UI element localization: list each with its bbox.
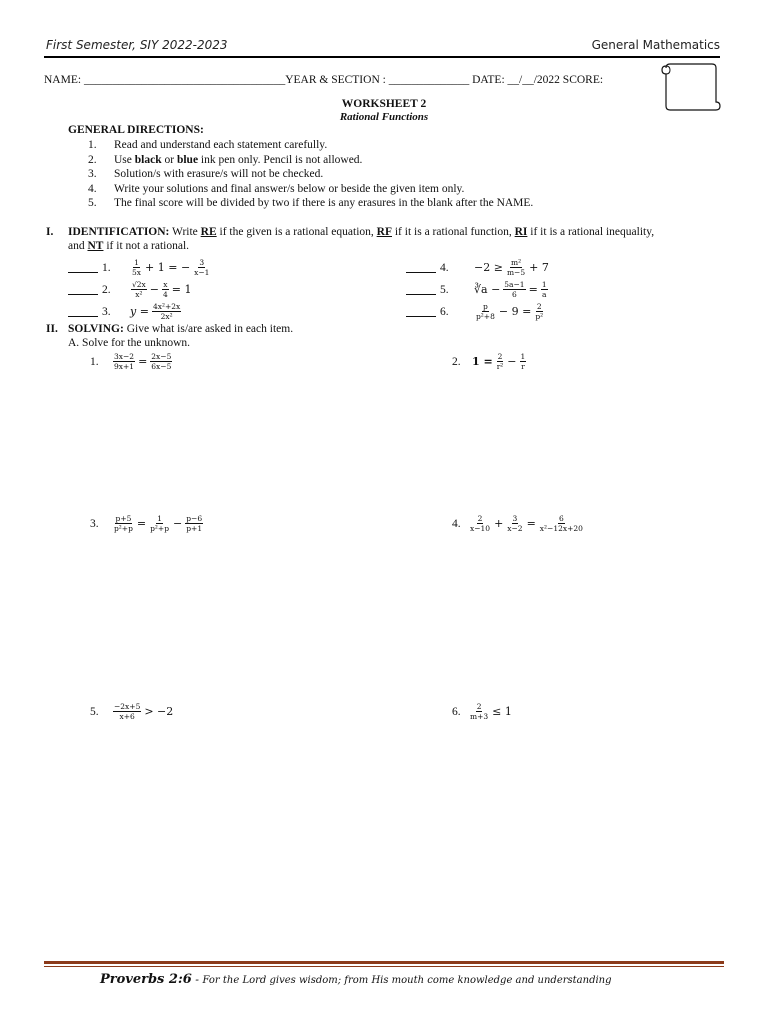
answer-blank[interactable] <box>406 263 436 273</box>
direction-item: 5. The final score will be divided by two if there is any erasures in the blank after the NAME. <box>88 197 534 209</box>
worksheet-subtitle: Rational Functions <box>339 111 429 123</box>
answer-blank[interactable] <box>68 307 98 317</box>
part2-sub-a: A. Solve for the unknown. <box>68 337 191 349</box>
identification-item: 4. −2 ≥ $\frac{\text{m²}}{m-5}$ + 7 <box>406 258 549 277</box>
verse-reference: Proverbs 2:6 <box>100 972 192 987</box>
footer-verse: Proverbs 2:6 - For the Lord gives wisdom; from His mouth come knowledge and understanding <box>100 972 612 987</box>
answer-blank[interactable] <box>406 307 436 317</box>
identification-item: 1. $\frac{1}{5x}$ + 1 = − $\frac{3}{x-1}$ <box>68 258 211 277</box>
score-label: SCORE: <box>562 74 604 86</box>
solve-item-2: 2. 1 = $\frac{2}{\text{r²}}$ − $\frac{1}{r}$ <box>452 352 526 371</box>
footer-rule-top <box>44 961 724 964</box>
name-label: NAME: <box>44 74 82 86</box>
date-label: DATE: __/__/2022 <box>472 74 560 86</box>
footer-rule-bottom <box>44 966 724 967</box>
solve-item-5: 5. $\frac{-2x+5}{x+6}$ > −2 <box>90 702 174 721</box>
header-semester: First Semester, SIY 2022-2023 <box>46 38 228 52</box>
direction-item: 2. Use black or blue ink pen only. Pencil is not allowed. <box>88 153 363 166</box>
identification-item: 6. $\frac{p}{\text{p²+8}}$ − 9 = $\frac{2}{\text{p²}}$ <box>406 302 545 321</box>
answer-blank[interactable] <box>406 285 436 295</box>
answer-blank[interactable] <box>68 285 98 295</box>
solve-item-1: 1. $\frac{3x-2}{9x+1}$ = $\frac{2x-5}{6x-5}$ <box>90 352 172 371</box>
year-section-blank[interactable]: ______________ <box>388 74 470 86</box>
year-section-label: YEAR & SECTION : <box>285 74 386 86</box>
identification-item: 3. y = $\frac{\text{4x²+2x}}{\text{2x²}}$ <box>68 302 182 321</box>
direction-item: 1. Read and understand each statement carefully. <box>88 139 328 151</box>
verse-quote: For the Lord gives wisdom; from His mouth come knowledge and understanding <box>202 975 612 986</box>
part2-number: II. <box>46 323 58 335</box>
header-subject: General Mathematics <box>591 38 720 52</box>
directions-list <box>88 138 533 211</box>
part1-instructions-line2: and NT if it not a rational. <box>68 240 190 252</box>
worksheet-title: WORKSHEET 2 <box>341 98 427 110</box>
part1-instructions: IDENTIFICATION: Write RE if the given is a rational equation, RF if it is a rational function, RI if it is a rational inequality, <box>68 226 655 238</box>
directions-heading: GENERAL DIRECTIONS: <box>68 124 204 136</box>
part1-number: I. <box>46 226 54 238</box>
direction-item: 4. Write your solutions and final answer/s below or beside the given item only. <box>88 182 465 195</box>
info-line <box>44 74 603 86</box>
identification-item: 5. ∛a − $\frac{5a-1}{6}$ = $\frac{1}{a}$ <box>406 280 549 299</box>
answer-blank[interactable] <box>68 263 98 273</box>
identification-item: 2. $\frac{√2x}{\text{x²}}$ − $\frac{x}{4}$ = 1 <box>68 280 192 299</box>
name-blank[interactable]: ___________________________________ <box>83 74 286 86</box>
header-rule <box>44 56 720 58</box>
solve-item-4: 4. $\frac{2}{x-10}$ + $\frac{3}{x-2}$ = $\frac{6}{\text{x²−12x+20}}$ <box>452 514 583 533</box>
part2-instructions: SOLVING: Give what is/are asked in each item. <box>68 323 294 335</box>
solve-item-3: 3. $\frac{p+5}{\text{p²+p}}$ = $\frac{1}{\text{p²+p}}$ − $\frac{p-6}{p+1}$ <box>90 514 203 533</box>
direction-item: 3. Solution/s with erasure/s will not be checked. <box>88 168 324 180</box>
solve-item-6: 6. $\frac{2}{m+3}$ ≤ 1 <box>452 702 512 721</box>
